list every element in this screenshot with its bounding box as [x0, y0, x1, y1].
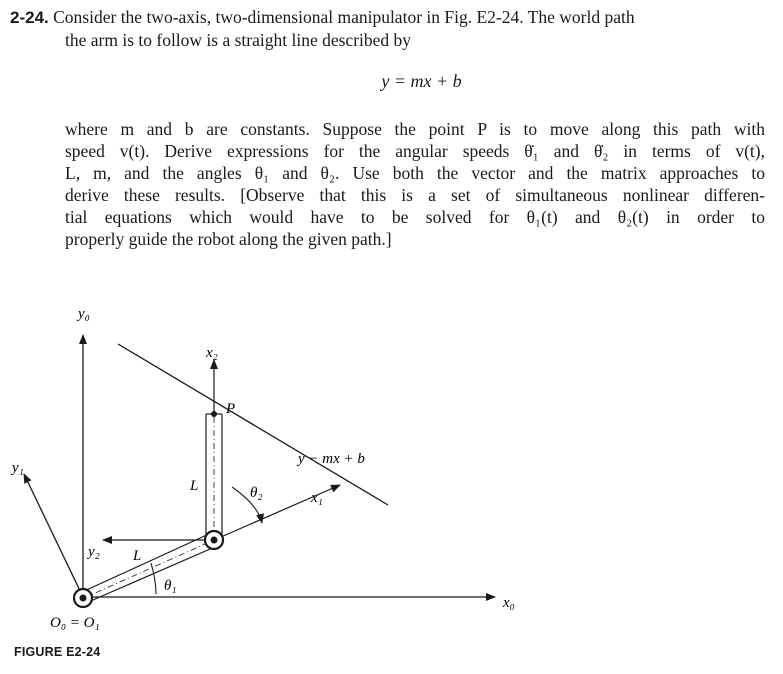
paragraph-line: properly guide the robot along the given path.]	[65, 229, 392, 249]
point-p	[211, 411, 217, 417]
label-theta2: θ₂	[250, 485, 263, 501]
base-joint	[74, 589, 92, 607]
label-x1: x₁	[311, 490, 323, 506]
label-theta1: θ₁	[164, 578, 177, 594]
link-2	[206, 414, 222, 540]
path-line	[118, 344, 388, 505]
path-equation: y = mx + b	[381, 71, 462, 91]
elbow-joint	[205, 531, 223, 549]
problem-statement	[10, 6, 770, 51]
link-1	[80, 533, 217, 603]
label-L-vertical: L	[190, 478, 199, 494]
theta1-arc	[151, 563, 156, 594]
label-L-diagonal: L	[133, 548, 142, 564]
paragraph-line: tial equations which would have to be solved for θ₁(t) and θ₂(t) in order to	[65, 207, 765, 227]
label-x0: x₀	[503, 595, 515, 611]
problem-number: 2-24.	[10, 8, 49, 27]
label-y0: y₀	[78, 306, 90, 322]
manipulator-figure	[0, 282, 783, 674]
problem-text-line-2: the arm is to follow is a straight line described by	[65, 30, 412, 50]
problem-text-line-1: Consider the two-axis, two-dimensional manipulator in Fig. E2-24. The world path	[53, 7, 635, 27]
label-x2: x₂	[206, 345, 218, 361]
problem-line-1	[10, 6, 770, 29]
label-P: P	[226, 401, 236, 417]
paragraph-line: L, m, and the angles θ₁ and θ₂. Use both the vector and the matrix approaches to	[65, 163, 765, 183]
label-line-equation: y − mx + b	[298, 451, 365, 467]
label-y1: y₁	[12, 460, 24, 476]
problem-paragraph	[65, 118, 765, 250]
y1-axis	[24, 474, 83, 597]
figure-caption: FIGURE E2-24	[14, 645, 101, 659]
paragraph-line: derive these results. [Observe that this is a set of simultaneous nonlinear differen-	[65, 185, 765, 205]
paragraph-line: speed v(t). Derive expressions for the angular speeds θ̇₁ and θ̇₂ in terms of v(t),	[65, 141, 765, 161]
paragraph-line: where m and b are constants. Suppose the point P is to move along this path with	[65, 119, 765, 139]
label-y2: y₂	[88, 544, 100, 560]
label-origin: O₀ = O₁	[50, 615, 100, 631]
